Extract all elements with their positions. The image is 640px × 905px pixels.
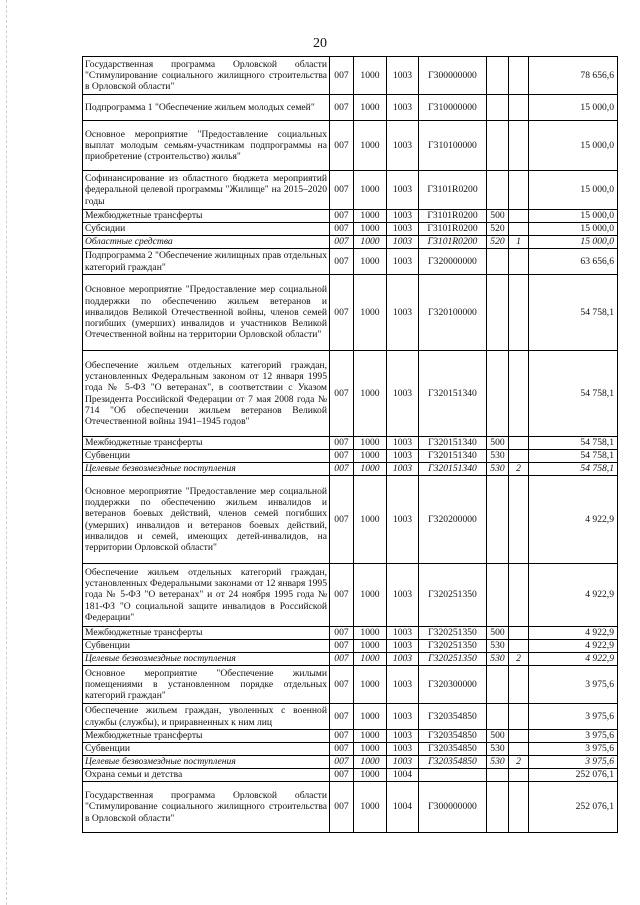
row-source-code: [509, 95, 529, 121]
row-ved-code: 007: [330, 704, 354, 730]
row-name: Основное мероприятие "Предоставление мер социальной поддержки по обеспечению жильем инвалидов и ветеранов боевых действий, членов семей погибших (умерших) инвалидов и ветеранов боевых действий, инвалидов и семей, имеющих детей-инвалидов, на территории Орловской области": [83, 476, 330, 564]
row-expense-type: 530: [487, 640, 509, 653]
row-target-article: Г300000000: [419, 782, 487, 833]
row-ved-code: 007: [330, 171, 354, 210]
row-source-code: [509, 351, 529, 437]
row-expense-type: 500: [487, 210, 509, 223]
row-section-code: 1000: [354, 437, 387, 450]
table-row: [83, 437, 618, 450]
row-section-code: 1000: [354, 743, 387, 756]
row-source-code: [509, 743, 529, 756]
row-ved-code: 007: [330, 437, 354, 450]
row-subsection-code: 1003: [387, 666, 419, 704]
row-target-article: Г320151340: [419, 351, 487, 437]
row-expense-type: [487, 666, 509, 704]
row-section-code: 1000: [354, 769, 387, 782]
row-subsection-code: 1003: [387, 476, 419, 564]
row-source-code: [509, 450, 529, 463]
row-name: Подпрограмма 2 "Обеспечение жилищных прав отдельных категорий граждан": [83, 249, 330, 275]
row-subsection-code: 1003: [387, 743, 419, 756]
row-ved-code: 007: [330, 275, 354, 351]
row-target-article: Г320151340: [419, 437, 487, 450]
row-source-code: 1: [509, 236, 529, 249]
table-row: [83, 57, 618, 95]
row-name: Межбюджетные трансферты: [83, 437, 330, 450]
row-ved-code: 007: [330, 121, 354, 171]
table-row: [83, 249, 618, 275]
row-section-code: 1000: [354, 463, 387, 476]
row-subsection-code: 1003: [387, 463, 419, 476]
row-section-code: 1000: [354, 275, 387, 351]
row-subsection-code: 1003: [387, 275, 419, 351]
row-subsection-code: 1003: [387, 249, 419, 275]
row-section-code: 1000: [354, 249, 387, 275]
table-row: [83, 223, 618, 236]
row-subsection-code: 1003: [387, 437, 419, 450]
row-subsection-code: 1003: [387, 95, 419, 121]
row-section-code: 1000: [354, 95, 387, 121]
row-name: Обеспечение жильем отдельных категорий граждан, установленных Федеральным законом от 12 января 1995 года № 5-ФЗ "О ветеранах", в соответствии с Указом Президента Российской Федерации от 7 мая 2008 года № 714 "Об обеспечении жильем ветеранов Великой Отечественной войны 1941–1945 годов": [83, 351, 330, 437]
row-expense-type: 520: [487, 236, 509, 249]
row-target-article: Г3101R0200: [419, 236, 487, 249]
row-target-article: Г3101R0200: [419, 223, 487, 236]
row-source-code: [509, 640, 529, 653]
row-ved-code: 007: [330, 564, 354, 627]
row-section-code: 1000: [354, 210, 387, 223]
row-source-code: 2: [509, 463, 529, 476]
row-amount: 15 000,0: [529, 171, 618, 210]
row-expense-type: 530: [487, 463, 509, 476]
row-amount: 15 000,0: [529, 121, 618, 171]
table-row: [83, 351, 618, 437]
row-expense-type: [487, 171, 509, 210]
row-subsection-code: 1003: [387, 704, 419, 730]
row-amount: 3 975,6: [529, 743, 618, 756]
row-ved-code: 007: [330, 743, 354, 756]
row-name: Государственная программа Орловской области "Стимулирование социального жилищного строительства в Орловской области": [83, 782, 330, 833]
row-name: Целевые безвозмездные поступления: [83, 653, 330, 666]
row-ved-code: 007: [330, 653, 354, 666]
table-row: [83, 171, 618, 210]
row-name: Обеспечение жильем отдельных категорий граждан, установленных Федеральными законами от 12 января 1995 года № 5-ФЗ "О ветеранах" и от 24 ноября 1995 года № 181-ФЗ "О социальной защите инвалидов в Российской Федерации": [83, 564, 330, 627]
row-source-code: [509, 275, 529, 351]
row-target-article: Г320251350: [419, 564, 487, 627]
row-section-code: 1000: [354, 223, 387, 236]
row-ved-code: 007: [330, 730, 354, 743]
row-source-code: [509, 171, 529, 210]
row-amount: 54 758,1: [529, 463, 618, 476]
row-ved-code: 007: [330, 476, 354, 564]
row-ved-code: 007: [330, 450, 354, 463]
row-name: Основное мероприятие "Обеспечение жилыми помещениями в установленном порядке отдельных категорий граждан": [83, 666, 330, 704]
row-target-article: Г320251350: [419, 640, 487, 653]
table-row: [83, 730, 618, 743]
row-target-article: Г320200000: [419, 476, 487, 564]
row-subsection-code: 1003: [387, 171, 419, 210]
row-source-code: [509, 666, 529, 704]
table-row: [83, 704, 618, 730]
row-name: Областные средства: [83, 236, 330, 249]
row-subsection-code: 1003: [387, 653, 419, 666]
row-ved-code: 007: [330, 210, 354, 223]
row-section-code: 1000: [354, 640, 387, 653]
row-name: Охрана семьи и детства: [83, 769, 330, 782]
row-subsection-code: 1004: [387, 769, 419, 782]
row-subsection-code: 1003: [387, 121, 419, 171]
row-expense-type: [487, 782, 509, 833]
table-row: [83, 210, 618, 223]
table-row: [83, 782, 618, 833]
row-name: Государственная программа Орловской области "Стимулирование социального жилищного строительства в Орловской области": [83, 57, 330, 95]
row-name: Межбюджетные трансферты: [83, 210, 330, 223]
row-ved-code: 007: [330, 627, 354, 640]
table-row: [83, 640, 618, 653]
row-subsection-code: 1004: [387, 782, 419, 833]
table-row: [83, 627, 618, 640]
table-row: [83, 121, 618, 171]
row-source-code: [509, 210, 529, 223]
row-amount: 4 922,9: [529, 476, 618, 564]
row-name: Субвенции: [83, 640, 330, 653]
row-ved-code: 007: [330, 351, 354, 437]
row-ved-code: 007: [330, 57, 354, 95]
row-name: Межбюджетные трансферты: [83, 627, 330, 640]
row-ved-code: 007: [330, 95, 354, 121]
row-section-code: 1000: [354, 704, 387, 730]
row-subsection-code: 1003: [387, 640, 419, 653]
scan-edge-marks: [6, 0, 8, 905]
row-expense-type: [487, 121, 509, 171]
row-ved-code: 007: [330, 223, 354, 236]
row-source-code: [509, 627, 529, 640]
row-section-code: 1000: [354, 476, 387, 564]
row-name: Обеспечение жильем граждан, уволенных с военной службы (службы), и приравненных к ним лиц: [83, 704, 330, 730]
row-name: Основное мероприятие "Предоставление социальных выплат молодым семьям-участникам подпрограммы на приобретение (строительство) жилья": [83, 121, 330, 171]
row-subsection-code: 1003: [387, 236, 419, 249]
row-section-code: 1000: [354, 627, 387, 640]
row-ved-code: 007: [330, 756, 354, 769]
row-expense-type: [487, 249, 509, 275]
row-expense-type: [487, 57, 509, 95]
row-expense-type: 500: [487, 627, 509, 640]
table-row: [83, 95, 618, 121]
row-target-article: Г320151340: [419, 450, 487, 463]
row-amount: 3 975,6: [529, 704, 618, 730]
row-expense-type: [487, 704, 509, 730]
row-subsection-code: 1003: [387, 756, 419, 769]
row-name: Подпрограмма 1 "Обеспечение жильем молодых семей": [83, 95, 330, 121]
row-expense-type: [487, 275, 509, 351]
row-name: Межбюджетные трансферты: [83, 730, 330, 743]
row-amount: 4 922,9: [529, 640, 618, 653]
row-expense-type: 500: [487, 730, 509, 743]
row-target-article: Г300000000: [419, 57, 487, 95]
row-source-code: [509, 437, 529, 450]
row-section-code: 1000: [354, 730, 387, 743]
row-target-article: [419, 769, 487, 782]
row-section-code: 1000: [354, 564, 387, 627]
row-amount: 15 000,0: [529, 223, 618, 236]
row-expense-type: [487, 564, 509, 627]
row-target-article: Г320354850: [419, 756, 487, 769]
row-target-article: Г320251350: [419, 627, 487, 640]
row-subsection-code: 1003: [387, 450, 419, 463]
table-row: [83, 275, 618, 351]
row-section-code: 1000: [354, 351, 387, 437]
row-subsection-code: 1003: [387, 210, 419, 223]
row-target-article: Г320251350: [419, 653, 487, 666]
table-row: [83, 476, 618, 564]
row-amount: 252 076,1: [529, 769, 618, 782]
row-expense-type: [487, 351, 509, 437]
row-amount: 54 758,1: [529, 351, 618, 437]
row-target-article: Г320300000: [419, 666, 487, 704]
row-amount: 252 076,1: [529, 782, 618, 833]
row-amount: 3 975,6: [529, 730, 618, 743]
row-section-code: 1000: [354, 666, 387, 704]
row-target-article: Г320151340: [419, 463, 487, 476]
row-expense-type: 500: [487, 437, 509, 450]
row-name: Субсидии: [83, 223, 330, 236]
row-target-article: Г310100000: [419, 121, 487, 171]
row-subsection-code: 1003: [387, 223, 419, 236]
row-subsection-code: 1003: [387, 564, 419, 627]
table-row: [83, 236, 618, 249]
row-amount: 3 975,6: [529, 756, 618, 769]
row-source-code: [509, 564, 529, 627]
row-target-article: Г320354850: [419, 743, 487, 756]
row-ved-code: 007: [330, 463, 354, 476]
row-name: Софинансирование из областного бюджета мероприятий федеральной целевой программы "Жилище" на 2015–2020 годы: [83, 171, 330, 210]
row-section-code: 1000: [354, 57, 387, 95]
row-name: Целевые безвозмездные поступления: [83, 463, 330, 476]
page-number: 20: [313, 36, 327, 51]
table-row: [83, 756, 618, 769]
row-ved-code: 007: [330, 236, 354, 249]
row-target-article: Г320100000: [419, 275, 487, 351]
row-section-code: 1000: [354, 121, 387, 171]
row-ved-code: 007: [330, 666, 354, 704]
table-row: [83, 463, 618, 476]
row-amount: 15 000,0: [529, 95, 618, 121]
row-source-code: [509, 769, 529, 782]
row-source-code: [509, 249, 529, 275]
row-name: Основное мероприятие "Предоставление мер социальной поддержки по обеспечению жильем ветеранов и инвалидов Великой Отечественной войны, членов семей погибших (умерших) инвалидов и участников Великой Отечественной войны на территории Орловской области": [83, 275, 330, 351]
row-expense-type: 530: [487, 653, 509, 666]
budget-table: [82, 56, 618, 833]
row-target-article: Г310000000: [419, 95, 487, 121]
row-target-article: Г3101R0200: [419, 210, 487, 223]
row-amount: 15 000,0: [529, 236, 618, 249]
row-expense-type: 530: [487, 756, 509, 769]
row-ved-code: 007: [330, 782, 354, 833]
row-subsection-code: 1003: [387, 351, 419, 437]
table-row: [83, 666, 618, 704]
row-ved-code: 007: [330, 640, 354, 653]
row-ved-code: 007: [330, 249, 354, 275]
budget-table-body: [83, 57, 618, 833]
row-target-article: Г3101R0200: [419, 171, 487, 210]
row-amount: 54 758,1: [529, 437, 618, 450]
row-amount: 4 922,9: [529, 653, 618, 666]
row-expense-type: 520: [487, 223, 509, 236]
row-amount: 54 758,1: [529, 275, 618, 351]
row-section-code: 1000: [354, 236, 387, 249]
row-expense-type: [487, 769, 509, 782]
row-section-code: 1000: [354, 653, 387, 666]
row-subsection-code: 1003: [387, 730, 419, 743]
table-row: [83, 743, 618, 756]
row-amount: 3 975,6: [529, 666, 618, 704]
row-section-code: 1000: [354, 756, 387, 769]
table-row: [83, 564, 618, 627]
row-subsection-code: 1003: [387, 627, 419, 640]
row-amount: 54 758,1: [529, 450, 618, 463]
table-row: [83, 653, 618, 666]
row-source-code: [509, 476, 529, 564]
table-row: [83, 769, 618, 782]
row-expense-type: 530: [487, 743, 509, 756]
row-name: Субвенции: [83, 743, 330, 756]
row-amount: 15 000,0: [529, 210, 618, 223]
row-source-code: [509, 57, 529, 95]
row-source-code: 2: [509, 653, 529, 666]
row-target-article: Г320354850: [419, 704, 487, 730]
table-row: [83, 450, 618, 463]
row-subsection-code: 1003: [387, 57, 419, 95]
row-amount: 4 922,9: [529, 627, 618, 640]
row-ved-code: 007: [330, 769, 354, 782]
row-name: Целевые безвозмездные поступления: [83, 756, 330, 769]
row-source-code: [509, 782, 529, 833]
row-source-code: [509, 704, 529, 730]
row-expense-type: [487, 95, 509, 121]
row-section-code: 1000: [354, 171, 387, 210]
row-name: Субвенции: [83, 450, 330, 463]
row-target-article: Г320000000: [419, 249, 487, 275]
row-section-code: 1000: [354, 782, 387, 833]
row-amount: 78 656,6: [529, 57, 618, 95]
row-amount: 63 656,6: [529, 249, 618, 275]
row-source-code: [509, 223, 529, 236]
row-section-code: 1000: [354, 450, 387, 463]
row-target-article: Г320354850: [419, 730, 487, 743]
row-source-code: [509, 121, 529, 171]
row-source-code: [509, 730, 529, 743]
row-expense-type: [487, 476, 509, 564]
row-expense-type: 530: [487, 450, 509, 463]
row-amount: 4 922,9: [529, 564, 618, 627]
row-source-code: 2: [509, 756, 529, 769]
